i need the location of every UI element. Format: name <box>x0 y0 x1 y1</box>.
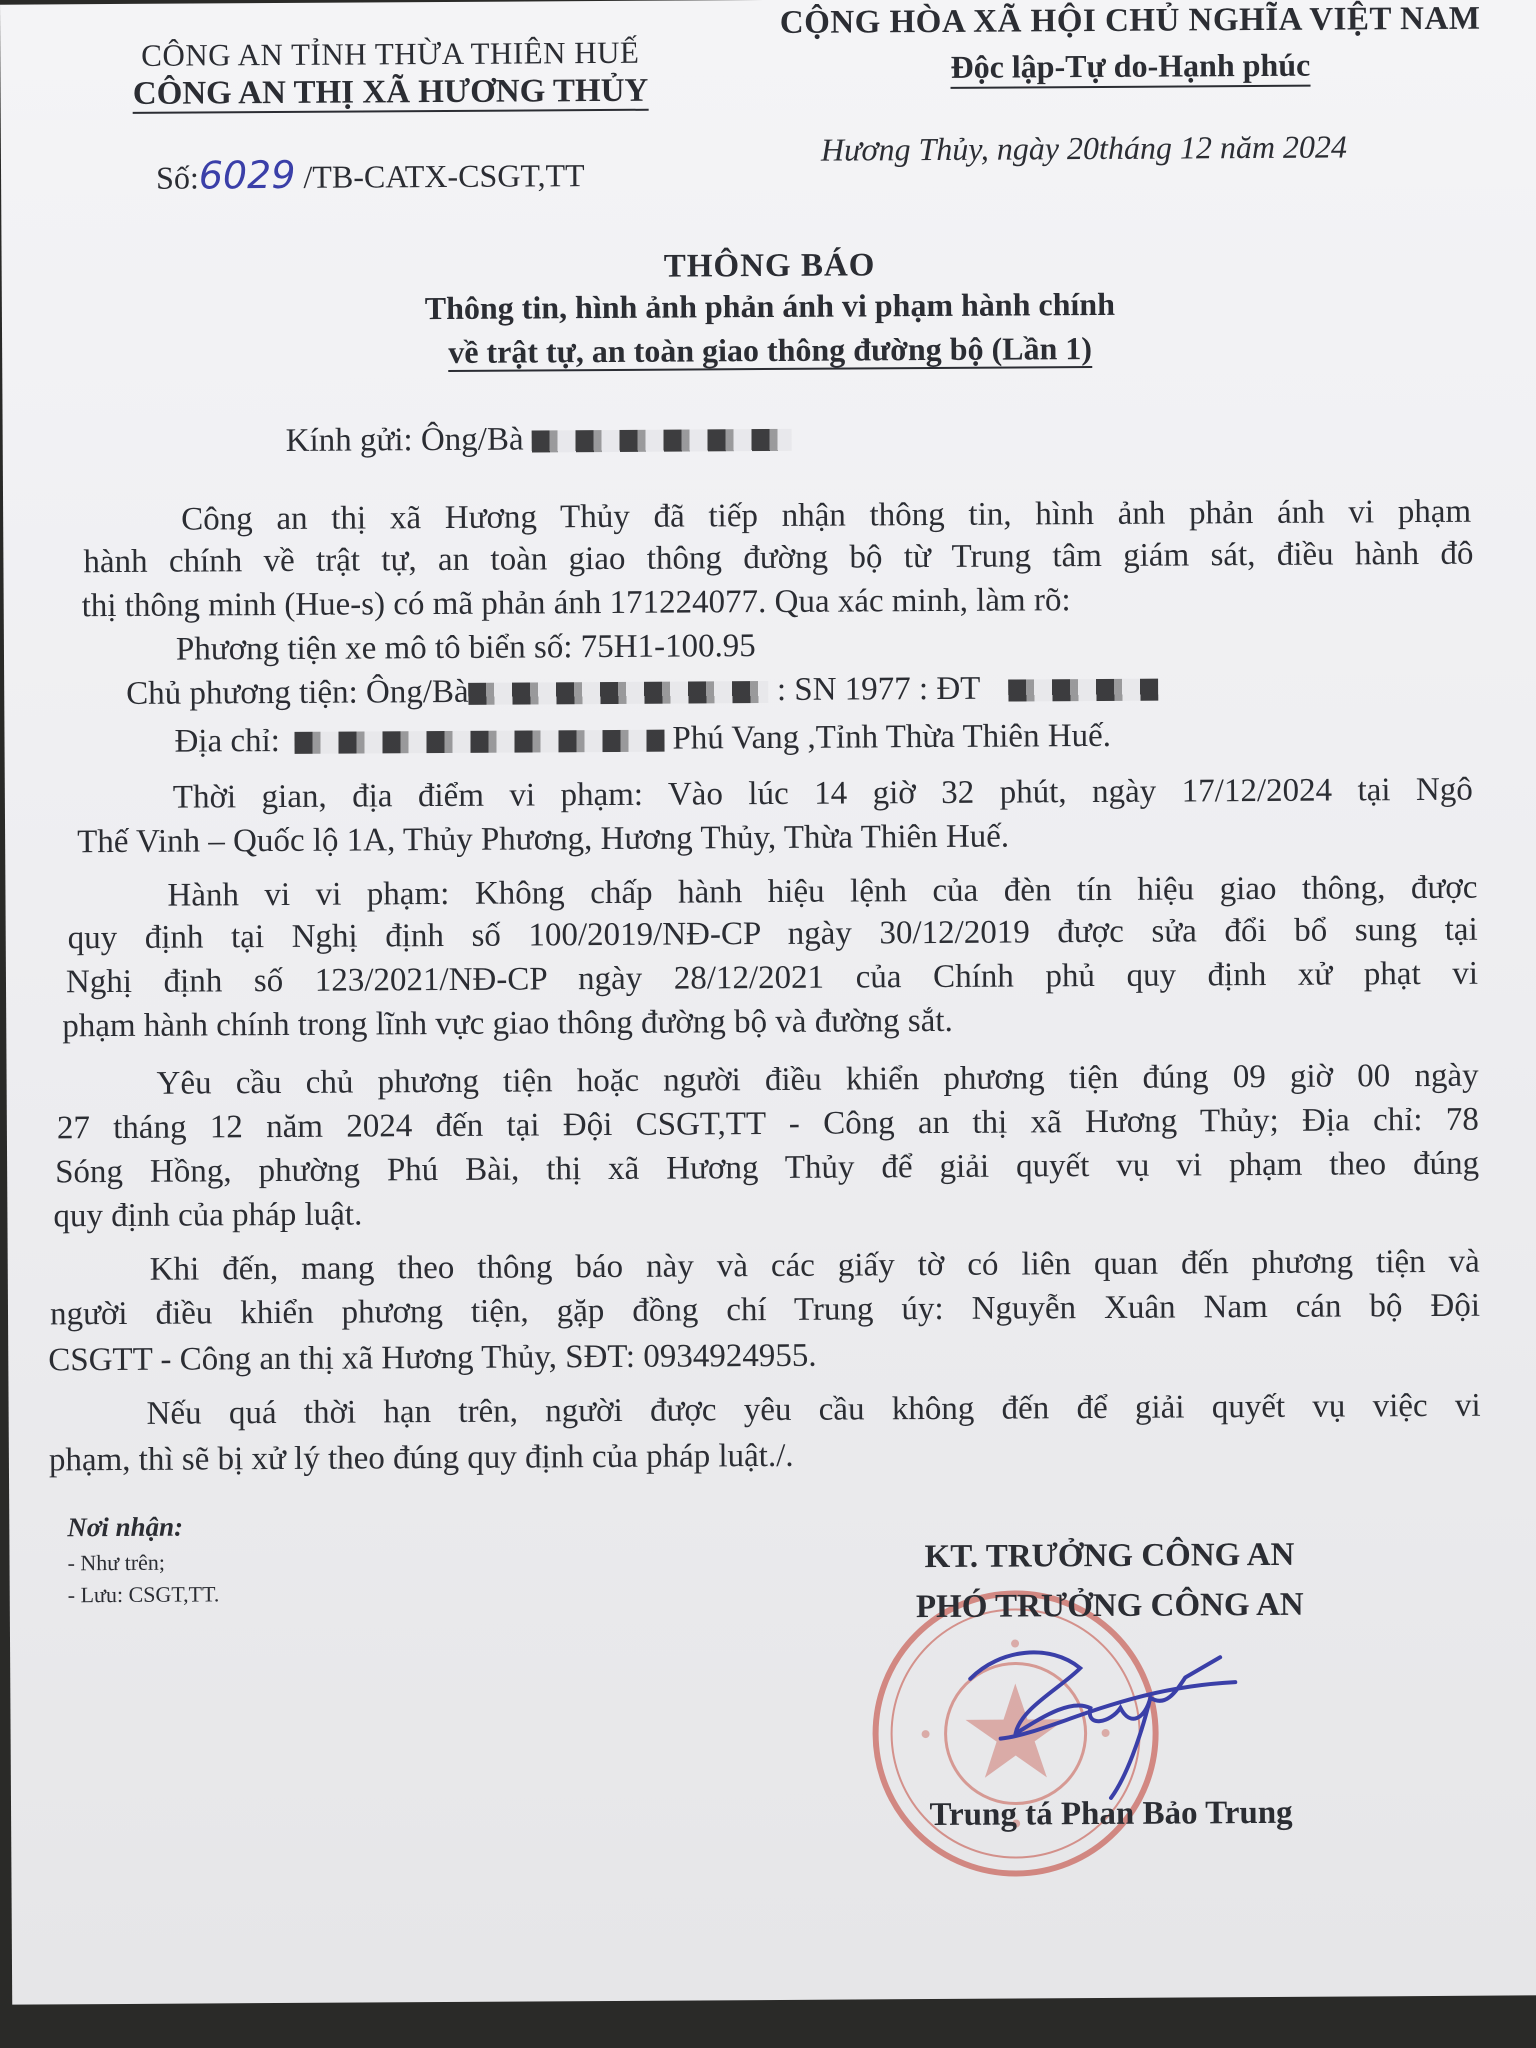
agency-name <box>90 72 690 113</box>
bring-line1: Khi đến, mang theo thông báo này và các giấy tờ có liên quan đến phương tiện và <box>149 1243 1480 1288</box>
request-line3: Sóng Hồng, phường Phú Bài, thị xã Hương Thủy để giải quyết vụ vi phạm theo đúng <box>55 1145 1480 1191</box>
subtitle-2-text: về trật tự, an toàn giao thông đường bộ (Lần 1) <box>448 330 1093 370</box>
recipient-label: Kính gửi: Ông/Bà <box>285 421 524 459</box>
received-item-2: - Lưu: CSGT,TT. <box>67 1581 220 1608</box>
vehicle-owner <box>126 670 1158 713</box>
address-label: Địa chỉ: <box>174 722 281 760</box>
nation-title: CỘNG HÒA XÃ HỘI CHỦ NGHĨA VIỆT NAM <box>779 0 1481 41</box>
signer-name: Trung tá Phan Bảo Trung <box>929 1794 1293 1834</box>
handwritten-signature <box>960 1637 1241 1809</box>
number-prefix: Số: <box>155 159 199 196</box>
number-suffix: /TB-CATX-CSGT,TT <box>303 157 585 195</box>
late-line2: phạm, thì sẽ bị xử lý theo đúng quy định của pháp luật./. <box>48 1437 794 1479</box>
request-line2: 27 tháng 12 năm 2024 đến tại Đội CSGT,TT - Công an thị xã Hương Thủy; Địa chỉ: 78 <box>56 1101 1479 1147</box>
violation-time-line2: Thế Vinh – Quốc lộ 1A, Thủy Phương, Hương Thủy, Thừa Thiên Huế. <box>77 818 1010 861</box>
request-line4: quy định của pháp luật. <box>53 1196 363 1235</box>
agency-name-text: CÔNG AN THỊ XÃ HƯƠNG THỦY <box>132 72 649 112</box>
received-item-1: - Như trên; <box>67 1549 166 1576</box>
document-subtitle-1: Thông tin, hình ảnh phản ánh vi phạm hành chính <box>424 285 1116 327</box>
address-tail: Phú Vang ,Tỉnh Thừa Thiên Huế. <box>672 717 1112 757</box>
body-p1-line1: Công an thị xã Hương Thủy đã tiếp nhận thông tin, hình ảnh phản ánh vi phạm <box>181 493 1472 538</box>
document-title: THÔNG BÁO <box>663 247 876 285</box>
violation-time-line1: Thời gian, địa điểm vi phạm: Vào lúc 14 giờ 32 phút, ngày 17/12/2024 tại Ngô <box>172 771 1473 816</box>
document-number <box>156 151 585 198</box>
bring-line2: người điều khiển phương tiện, gặp đồng chí Trung úy: Nguyễn Xuân Nam cán bộ Đội <box>49 1287 1481 1333</box>
violation-act-line4: phạm hành chính trong lĩnh vực giao thông đường bộ và đường sắt. <box>62 1002 953 1045</box>
signature-title-1: KT. TRƯỞNG CÔNG AN <box>924 1536 1295 1576</box>
national-motto <box>760 46 1500 88</box>
redacted-address <box>294 730 664 754</box>
signature-title-2: PHÓ TRƯỞNG CÔNG AN <box>915 1586 1304 1626</box>
owner-address <box>174 718 1111 761</box>
agency-parent: CÔNG AN TỈNH THỪA THIÊN HUẾ <box>141 34 640 73</box>
vehicle-plate: Phương tiện xe mô tô biển số: 75H1-100.95 <box>175 628 756 668</box>
body-p1-line3: thị thông minh (Hue-s) có mã phản ánh 171224077. Qua xác minh, làm rõ: <box>81 582 1071 625</box>
received-label: Nơi nhận: <box>67 1511 184 1543</box>
violation-act-line1: Hành vi vi phạm: Không chấp hành hiệu lệnh của đèn tín hiệu giao thông, được <box>167 869 1478 914</box>
request-line1: Yêu cầu chủ phương tiện hoặc người điều khiển phương tiện đúng 09 giờ 00 ngày <box>156 1057 1479 1102</box>
recipient-line <box>286 420 792 460</box>
bring-line3: CSGTT - Công an thị xã Hương Thủy, SĐT: 0934924955. <box>48 1337 817 1379</box>
motto-text: Độc lập-Tự do-Hạnh phúc <box>950 47 1310 89</box>
redacted-phone <box>1008 679 1158 702</box>
place-date: Hương Thủy, ngày 20tháng 12 năm 2024 <box>820 128 1348 168</box>
owner-info: : SN 1977 : ĐT <box>776 670 980 708</box>
violation-act-line2: quy định tại Nghị định số 100/2019/NĐ-CP ngày 30/12/2019 được sửa đổi bổ sung tại <box>67 911 1478 957</box>
redacted-name <box>532 429 792 453</box>
owner-label: Chủ phương tiện: Ông/Bà <box>126 673 469 712</box>
body-p1-line2: hành chính về trật tự, an toàn giao thông đường bộ từ Trung tâm giám sát, điều hành đô <box>83 535 1474 581</box>
redacted-owner-name <box>469 681 769 705</box>
violation-act-line3: Nghị định số 123/2021/NĐ-CP ngày 28/12/2021 của Chính phủ quy định xử phạt vi <box>65 955 1479 1001</box>
number-handwritten: 6029 <box>198 152 296 198</box>
document-subtitle-2 <box>2 327 1536 373</box>
late-line1: Nếu quá thời hạn trên, người được yêu cầu không đến để giải quyết vụ việc vi <box>146 1387 1481 1432</box>
